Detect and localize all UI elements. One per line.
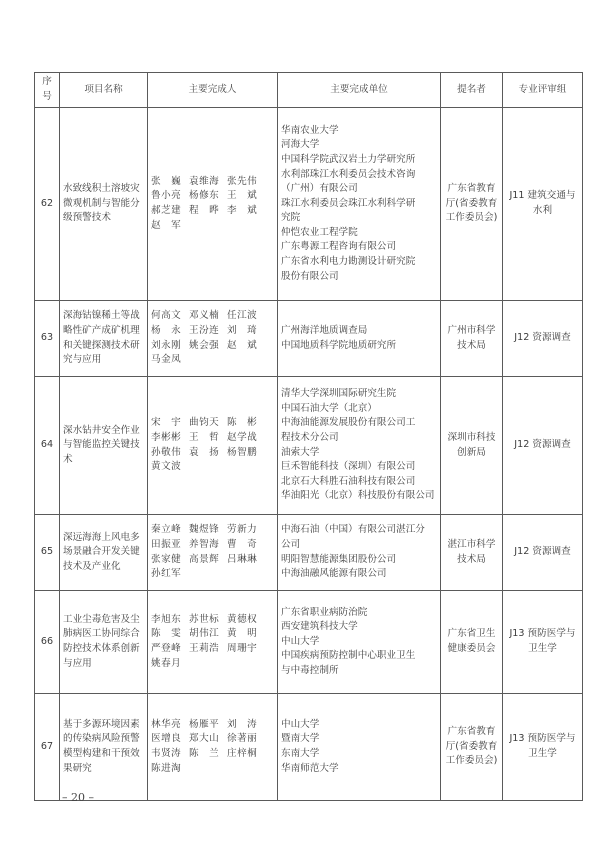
contributor-name: 袁 扬 (189, 446, 220, 458)
row-number: 67 (35, 694, 60, 801)
contributor-name: 杨修东 (189, 190, 220, 202)
unit-line: 中海油融风能源有限公司 (281, 568, 387, 580)
review-group: J12 资源调查 (503, 301, 583, 377)
contributor-name: 曹 奇 (227, 538, 258, 550)
review-group: J12 资源调查 (503, 377, 583, 515)
contributor-name: 林华亮 (151, 718, 182, 730)
contributor-name: 黄文波 (151, 461, 182, 473)
contributor-name: 孙敬伟 (151, 446, 182, 458)
contributor-name: 刘永刚 (151, 339, 182, 351)
header-num-line2: 号 (42, 91, 52, 102)
nominator: 广东省卫生健康委员会 (441, 591, 503, 694)
contributor-name: 魏煜锋 (189, 524, 220, 536)
main-units (278, 108, 441, 301)
unit-line: 暨南大学 (281, 733, 320, 745)
contributor-name: 韦贤涛 (151, 748, 182, 759)
project-name: 深水钻井安全作业与智能监控关键技术 (60, 377, 148, 515)
contributor-name: 刘 涛 (227, 718, 258, 730)
unit-line: 程技术分公司 (281, 431, 339, 443)
contributor-name: 医增良 (151, 733, 182, 745)
header-project-name: 项目名称 (60, 73, 148, 108)
unit-line: 广东粤源工程咨询有限公司 (281, 241, 397, 253)
contributor-name: 养智海 (189, 538, 220, 550)
table-body (35, 108, 583, 801)
contributor-name: 劳新力 (227, 524, 258, 536)
contributor-name: 王汾连 (189, 324, 220, 336)
unit-line: 水利部珠江水利委员会技术咨询 (281, 168, 416, 180)
header-num (35, 73, 60, 108)
unit-line: 广东省水利电力勘测设计研究院 (281, 256, 416, 268)
contributor-name: 高景辉 (189, 553, 220, 565)
unit-line: 东南大学 (281, 748, 320, 759)
review-group: J12 资源调查 (503, 515, 583, 591)
row-number: 65 (35, 515, 60, 591)
contributor-name: 何高文 (151, 310, 182, 322)
project-name: 水致线积土溶坡灾微观机制与智能分级预警技术 (60, 108, 148, 301)
review-group: J13 预防医学与卫生学 (503, 591, 583, 694)
nominator: 广东省教育厅(省委教育工作委员会) (441, 694, 503, 801)
unit-line: 明阳智慧能源集团股份公司 (281, 553, 397, 565)
contributor-name: 鲁小亮 (151, 190, 182, 202)
contributor-name: 姚会强 (189, 339, 220, 351)
awards-table (34, 72, 583, 801)
unit-line: 巨禾智能科技（深圳）有限公司 (281, 461, 416, 473)
contributor-name: 赵学战 (227, 431, 258, 443)
project-name: 深海钴镍稀土等战略性矿产成矿机理和关键探测技术研究与应用 (60, 301, 148, 377)
table-row (35, 694, 583, 801)
contributor-name: 任江波 (227, 310, 258, 322)
row-number: 62 (35, 108, 60, 301)
unit-line: 中海石油（中国）有限公司湛江分 (281, 524, 425, 536)
main-units (278, 694, 441, 801)
unit-line: 中国疾病预防控制中心职业卫生 (281, 650, 416, 662)
contributor-name: 马金凤 (151, 354, 182, 366)
table-header-row (35, 73, 583, 108)
contributor-name: 杨雁平 (189, 718, 220, 730)
contributor-name: 孙红军 (151, 568, 182, 580)
contributor-name: 陈 彬 (227, 417, 258, 429)
main-units (278, 515, 441, 591)
main-units (278, 591, 441, 694)
header-nominator: 提名者 (441, 73, 503, 108)
unit-line: 股份有限公司 (281, 270, 339, 282)
unit-line: 华南师范大学 (281, 762, 339, 774)
contributor-name: 陈进淘 (151, 762, 182, 774)
unit-line: 中国石油大学（北京） (281, 402, 377, 414)
main-contributors (148, 108, 278, 301)
unit-line: 河海大学 (281, 139, 320, 151)
unit-line: 广州海洋地质调查局 (281, 324, 368, 336)
unit-line: 究院 (281, 212, 301, 224)
nominator: 湛江市科学技术局 (441, 515, 503, 591)
header-num-line1: 序 (42, 76, 52, 88)
contributor-name: 黄德权 (227, 613, 258, 625)
contributor-name: 吕琳琳 (227, 553, 258, 565)
table-row (35, 301, 583, 377)
contributor-name: 郝芝建 (151, 205, 182, 216)
contributor-name: 陈 雯 (151, 628, 182, 640)
main-contributors (148, 591, 278, 694)
unit-line: 与中毒控制所 (281, 664, 339, 676)
contributor-name: 周珊宇 (227, 643, 258, 654)
contributor-name: 宋 宇 (151, 417, 182, 429)
project-name: 工业尘毒危害及尘肺病医工协同综合防控技术体系创新与应用 (60, 591, 148, 694)
unit-line: 油索大学 (281, 446, 320, 458)
unit-line: 珠江水利委员会珠江水利科学研 (281, 197, 416, 209)
contributor-name: 李彬彬 (151, 431, 182, 443)
unit-line: 北京石大科胜石油科技有限公司 (281, 475, 416, 487)
header-review-group: 专业评审组 (503, 73, 583, 108)
unit-line: 中山大学 (281, 635, 320, 647)
contributor-grid (151, 613, 274, 671)
contributor-name: 王莉浩 (189, 643, 220, 654)
unit-line: 中国科学院武汉岩土力学研究所 (281, 153, 416, 165)
nominator: 广州市科学技术局 (441, 301, 503, 377)
contributor-name: 王 斌 (227, 190, 258, 202)
contributor-name: 陈 兰 (189, 748, 220, 759)
contributor-name: 杨智鹏 (227, 446, 258, 458)
unit-line: 清华大学深圳国际研究生院 (281, 388, 397, 400)
table-row (35, 377, 583, 515)
page-number: – 20 – (62, 791, 94, 804)
contributor-name: 郑大山 (189, 733, 220, 745)
unit-line: 仲恺农业工程学院 (281, 226, 358, 238)
unit-line: 中国地质科学院地质研究所 (281, 339, 397, 351)
table-row (35, 515, 583, 591)
main-units (278, 301, 441, 377)
row-number: 64 (35, 377, 60, 515)
project-name: 深远海海上风电多场景融合开发关键技术及产业化 (60, 515, 148, 591)
contributor-name: 张先伟 (227, 175, 258, 187)
nominator: 广东省教育厅(省委教育工作委员会) (441, 108, 503, 301)
review-group: J13 预防医学与卫生学 (503, 694, 583, 801)
contributor-name: 程 晔 (189, 205, 220, 216)
unit-line: 中海油能源发展股份有限公司工 (281, 417, 416, 429)
contributor-name: 徐著丽 (227, 733, 258, 745)
contributor-name: 严登峰 (151, 643, 182, 654)
contributor-name: 李旭东 (151, 613, 182, 625)
contributor-name: 赵 斌 (227, 339, 258, 351)
main-contributors (148, 301, 278, 377)
unit-line: 华油阳光（北京）科技股份有限公司 (281, 490, 435, 502)
nominator: 深圳市科技创新局 (441, 377, 503, 515)
header-people: 主要完成人 (148, 73, 278, 108)
table-row (35, 108, 583, 301)
contributor-name: 袁维海 (189, 175, 220, 187)
contributor-name: 赵 军 (151, 219, 182, 231)
unit-line: 公司 (281, 538, 301, 550)
contributor-name: 黄 明 (227, 628, 258, 640)
project-name: 基于多源环境因素的传染病风险预警模型构建和干预效果研究 (60, 694, 148, 801)
contributor-name: 田振亚 (151, 538, 182, 550)
review-group: J11 建筑交通与水利 (503, 108, 583, 301)
contributor-name: 姚春月 (151, 657, 182, 669)
unit-line: （广州）有限公司 (281, 183, 358, 195)
contributor-name: 杨 永 (151, 324, 182, 336)
contributor-name: 李 斌 (227, 205, 258, 216)
contributor-name: 苏世标 (189, 613, 220, 625)
main-contributors (148, 377, 278, 515)
contributor-name: 刘 琦 (227, 324, 258, 336)
contributor-name: 胡伟江 (189, 628, 220, 640)
unit-line: 西安建筑科技大学 (281, 621, 358, 633)
header-units: 主要完成单位 (278, 73, 441, 108)
contributor-grid (151, 416, 274, 474)
unit-line: 中山大学 (281, 718, 320, 730)
main-units (278, 377, 441, 515)
contributor-name: 张 巍 (151, 175, 182, 187)
row-number: 63 (35, 301, 60, 377)
contributor-name: 王 哲 (189, 431, 220, 443)
row-number: 66 (35, 591, 60, 694)
contributor-name: 庄梓桐 (227, 748, 258, 759)
unit-line: 华南农业大学 (281, 124, 339, 136)
main-contributors (148, 515, 278, 591)
contributor-name: 秦立峰 (151, 524, 182, 536)
table-row (35, 591, 583, 694)
main-contributors (148, 694, 278, 801)
contributor-grid (151, 718, 274, 776)
contributor-grid (151, 175, 274, 233)
contributor-name: 曲钧天 (189, 417, 220, 429)
contributor-grid (151, 309, 274, 367)
unit-line: 广东省职业病防治院 (281, 606, 368, 618)
contributor-grid (151, 523, 274, 581)
contributor-name: 邓义楠 (189, 310, 220, 322)
contributor-name: 张家健 (151, 553, 182, 565)
